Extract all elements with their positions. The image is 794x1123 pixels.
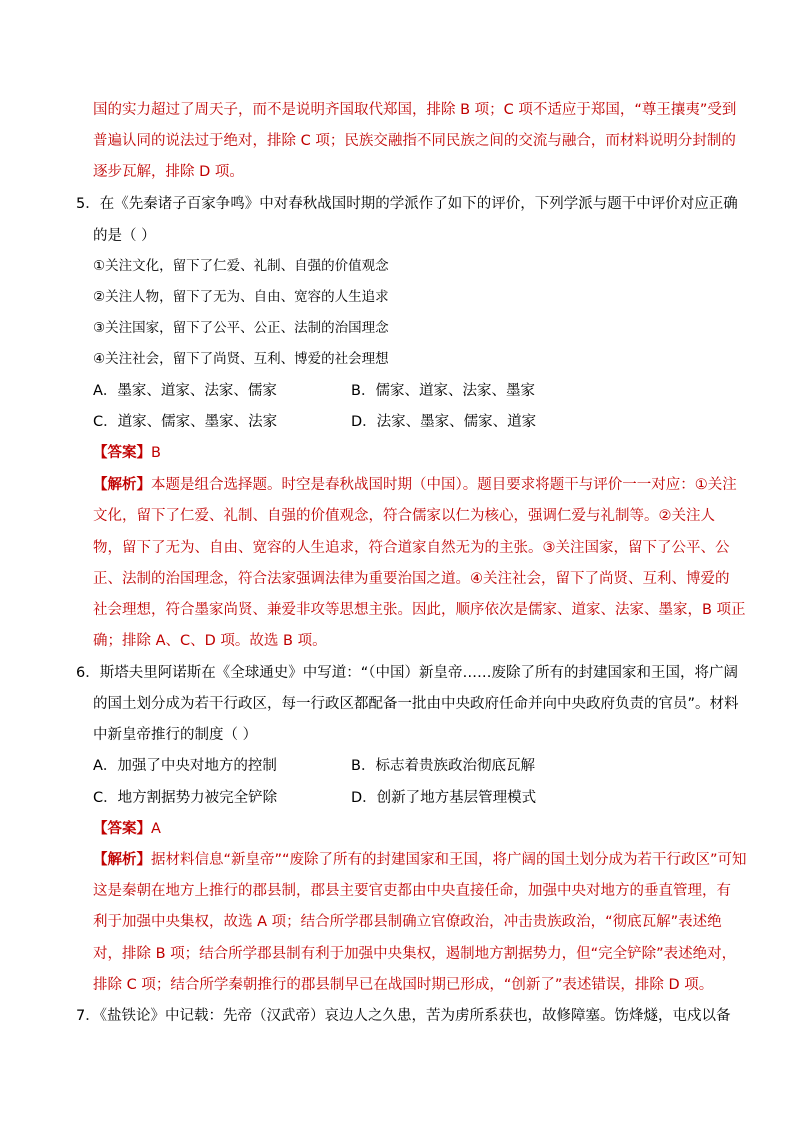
prev-analysis-line-3: 逐步瓦解，排除 D 项。	[93, 164, 244, 180]
q5-analysis-text-1: 本题是组合选择题。时空是春秋战国时期（中国）。题目要求将题干与评价一一对应：①关注	[151, 477, 737, 493]
q6-answer-label: 【答案】	[93, 821, 151, 837]
q6-option-b: B．标志着贵族政治彻底瓦解	[351, 758, 535, 774]
q6-analysis-line-2: 这是秦朝在地方上推行的郡县制，郡县主要官吏都由中央直接任命，加强中央对地方的垂直管理，有	[93, 883, 731, 899]
q5-option-a: A．墨家、道家、法家、儒家	[93, 383, 277, 399]
q6-analysis-line-3: 利于加强中央集权，故选 A 项；结合所学郡县制确立官僚政治，冲击贵族政治，“彻底瓦解”表述绝	[93, 914, 722, 930]
q5-analysis-line-6: 确；排除 A、C、D 项。故选 B 项。	[93, 633, 327, 649]
q6-analysis-line-4: 对，排除 B 项；结合所学郡县制有利于加强中央集权，遏制地方割据势力，但“完全铲除”表述绝对，	[93, 946, 737, 962]
q5-option-d: D．法家、墨家、儒家、道家	[351, 414, 537, 430]
q6-analysis-line-5: 排除 C 项；结合所学秦朝推行的郡县制早已在战国时期已形成，“创新了”表述错误，排除 D 项。	[93, 977, 714, 993]
prev-analysis-line-2: 普遍认同的说法过于绝对，排除 C 项；民族交融指不同民族之间的交流与融合，而材料说明分封制的	[93, 133, 736, 149]
q5-analysis-line-3: 物，留下了无为、自由、宽容的人生追求，符合道家自然无为的主张。③关注国家，留下了公平、公	[93, 540, 730, 556]
q6-analysis-label: 【解析】	[93, 852, 151, 868]
q6-analysis-text-1: 据材料信息“新皇帝”“废除了所有的封建国家和王国，将广阔的国土划分成为若干行政区”可知	[151, 852, 747, 868]
q6-stem-line-3: 中新皇帝推行的制度（ ）	[93, 727, 258, 743]
q5-item-3: ③关注国家，留下了公平、公正、法制的治国理念	[93, 320, 389, 336]
q5-analysis-line-1	[93, 475, 737, 495]
q5-option-c: C．道家、儒家、墨家、法家	[93, 414, 278, 430]
q6-analysis-line-1	[93, 850, 747, 870]
q5-answer-label: 【答案】	[93, 445, 151, 461]
q5-option-b: B．儒家、道家、法家、墨家	[351, 383, 535, 399]
q5-stem-line-2: 的是（ ）	[93, 228, 156, 244]
q5-stem-line-1: 5．在《先秦诸子百家争鸣》中对春秋战国时期的学派作了如下的评价，下列学派与题干中评价对应正确	[76, 196, 738, 212]
q5-answer-value: B	[151, 445, 161, 461]
q5-analysis-line-2: 文化，留下了仁爱、礼制、自强的价值观念，符合儒家以仁为核心，强调仁爱与礼制等。②关注人	[93, 508, 715, 524]
q5-analysis-line-5: 社会理想，符合墨家尚贤、兼爱非攻等思想主张。因此，顺序依次是儒家、道家、法家、墨家，B 项正	[93, 602, 746, 618]
q5-item-2: ②关注人物，留下了无为、自由、宽容的人生追求	[93, 289, 389, 305]
q6-answer	[93, 819, 161, 839]
q6-option-a: A．加强了中央对地方的控制	[93, 758, 277, 774]
q6-stem-line-1: 6．斯塔夫里阿诺斯在《全球通史》中写道：“（中国）新皇帝……废除了所有的封建国家和王国，将广阔	[76, 665, 738, 681]
q6-option-d: D．创新了地方基层管理模式	[351, 790, 537, 806]
q7-stem-line-1: 7．《盐铁论》中记载：先帝（汉武帝）哀边人之久患，苦为虏所系获也，故修障塞。饬烽燧，屯戍以备	[76, 1008, 731, 1024]
q6-option-c: C．地方割据势力被完全铲除	[93, 790, 278, 806]
q5-item-1: ①关注文化，留下了仁爱、礼制、自强的价值观念	[93, 258, 389, 274]
q5-analysis-label: 【解析】	[93, 477, 151, 493]
q5-analysis-line-4: 正、法制的治国理念，符合法家强调法律为重要治国之道。④关注社会，留下了尚贤、互利、博爱的	[93, 571, 730, 587]
q5-answer	[93, 443, 161, 463]
q5-item-4: ④关注社会，留下了尚贤、互利、博爱的社会理想	[93, 351, 389, 367]
q6-stem-line-2: 的国土划分成为若干行政区，每一行政区都配备一批由中央政府任命并向中央政府负责的官员”。材料	[93, 696, 739, 712]
prev-analysis-line-1: 国的实力超过了周天子，而不是说明齐国取代郑国，排除 B 项；C 项不适应于郑国，“尊王攘夷”受到	[93, 102, 737, 118]
q6-answer-value: A	[151, 821, 161, 837]
